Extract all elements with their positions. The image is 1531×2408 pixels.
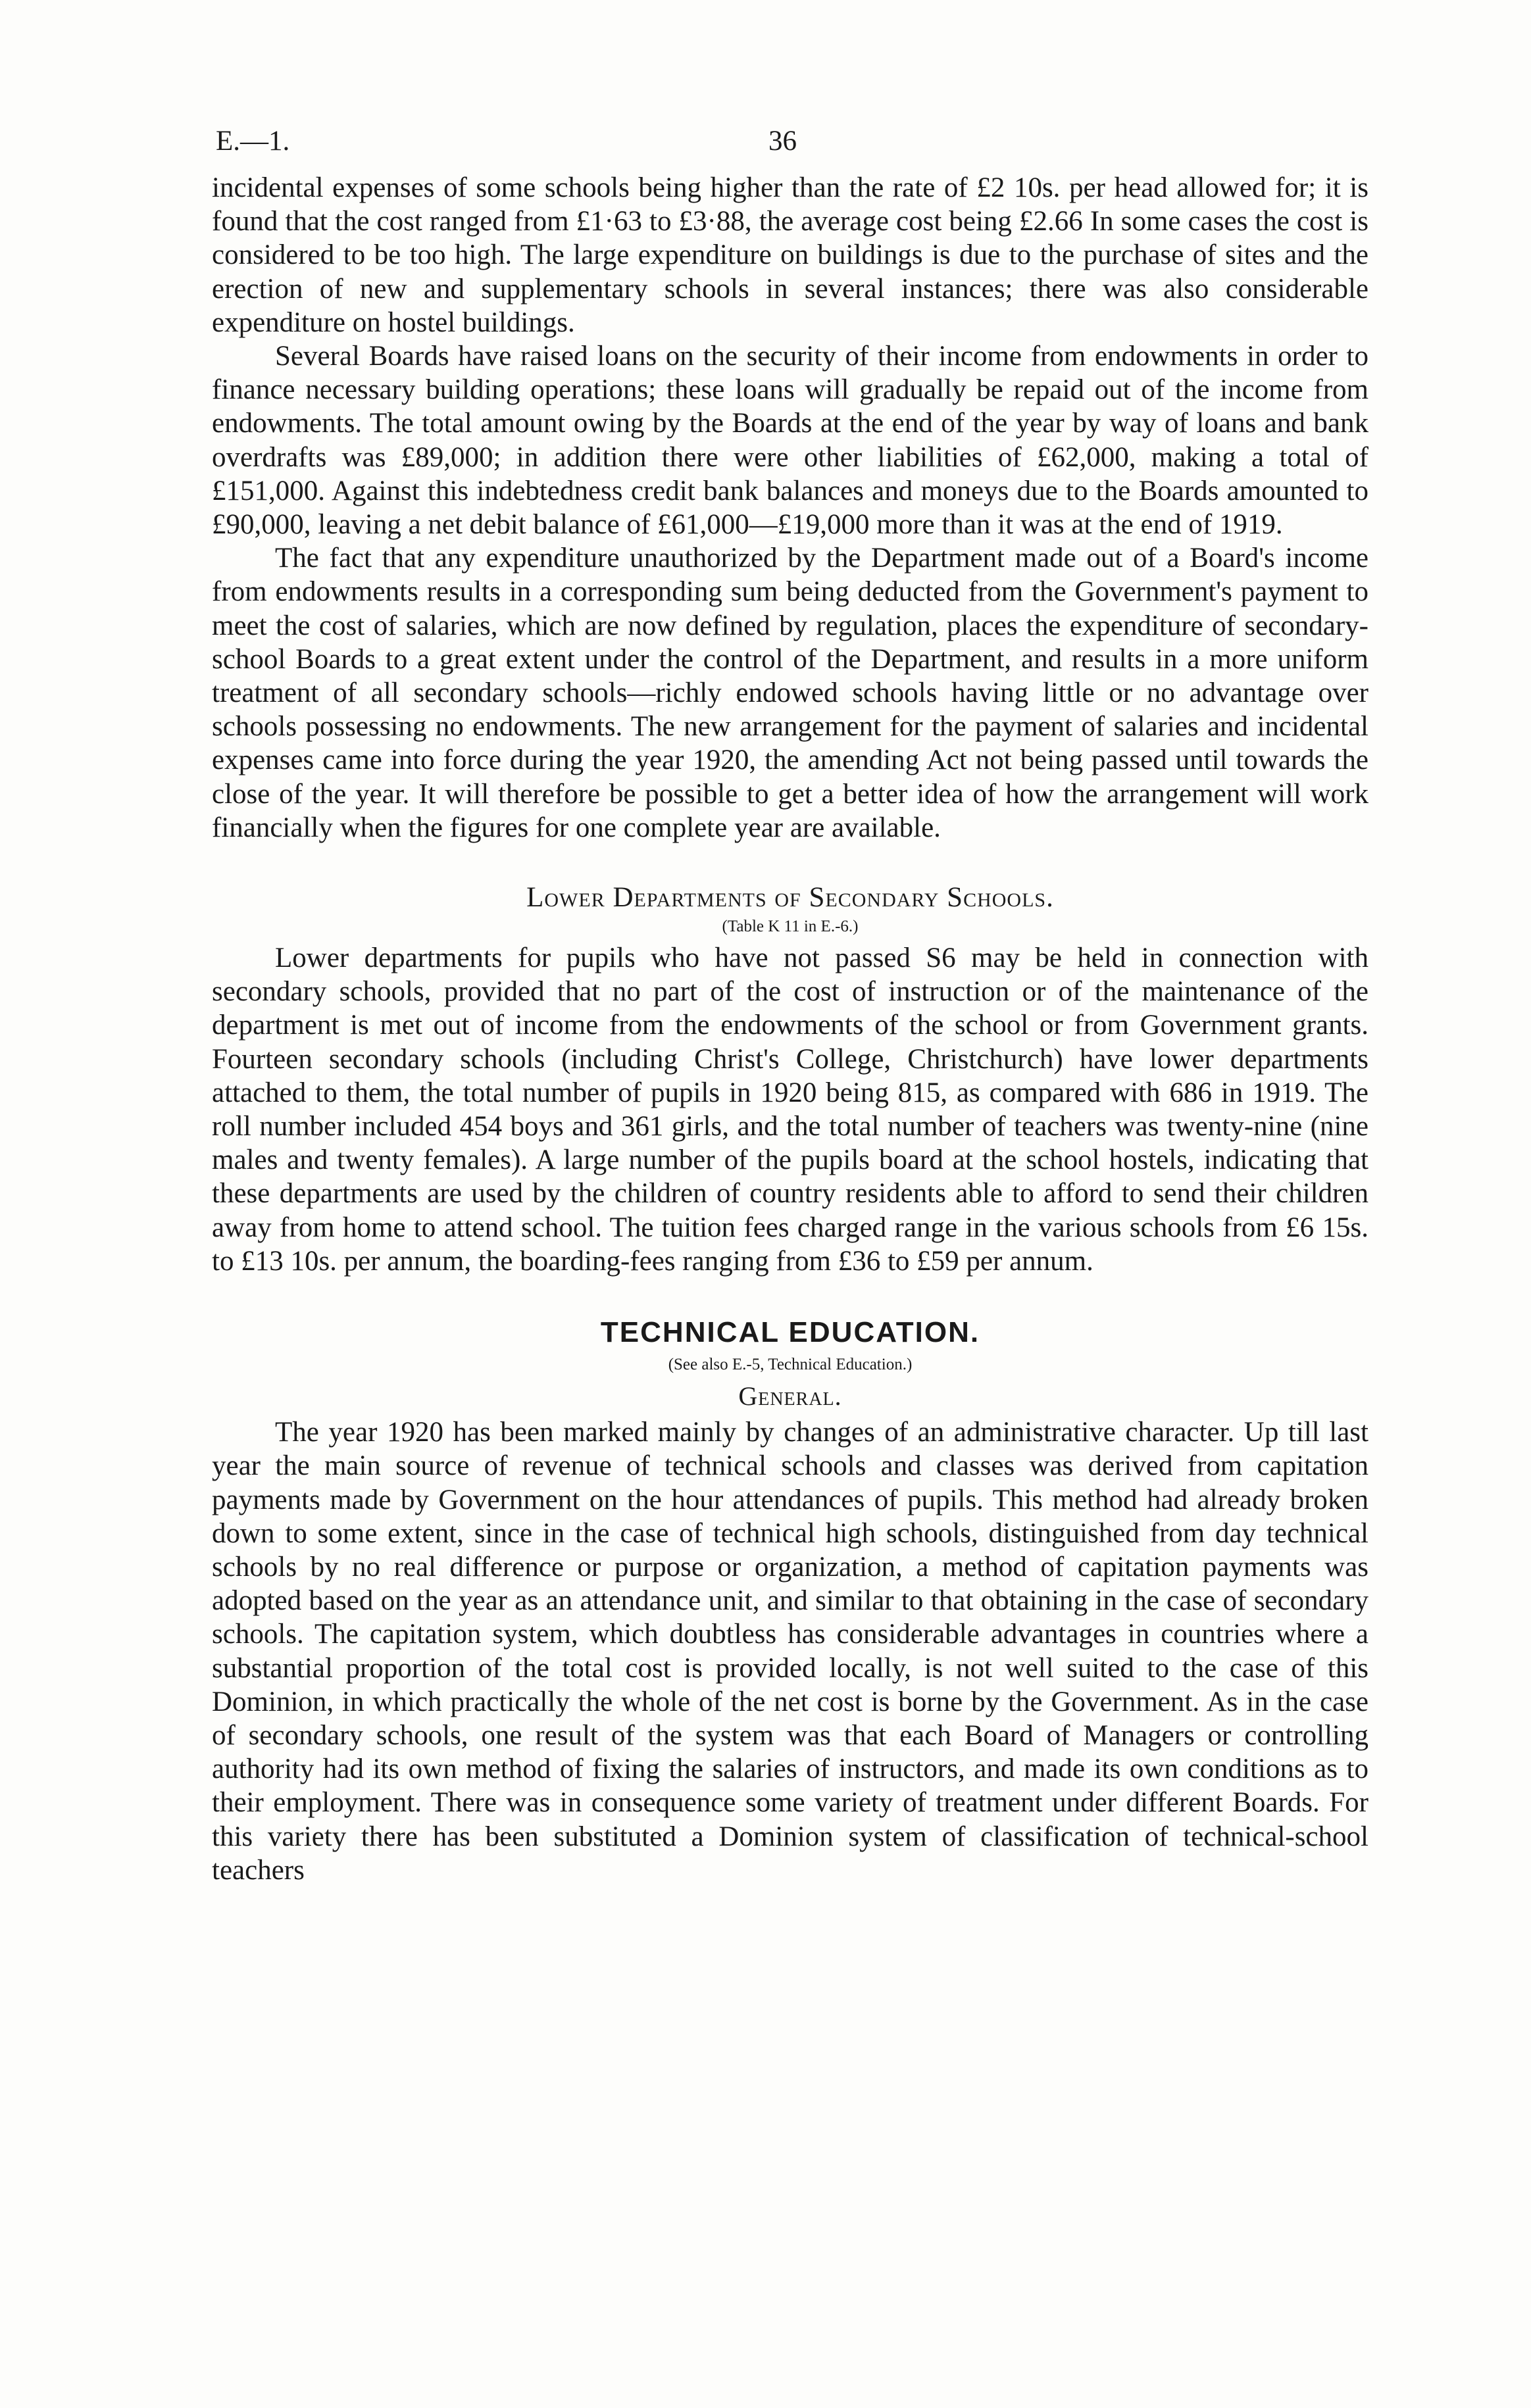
paragraph-incidental-expenses: incidental expenses of some schools being higher than the rate of £2 10s. per head allowed for; it is found that the cost ranged from £1·63 to £3·88, the average cost being £2.66 In some cases the cost is considered to be too high. The large expenditure on buildings is due to the purchase of sites and the erection of new and supplementary schools in several instances; there was also considerable expenditure on hostel buildings.: [212, 172, 1368, 338]
document-page: [212, 125, 1368, 1887]
document-reference: E.—1.: [216, 126, 290, 157]
paragraph-expenditure-control: The fact that any expenditure unauthorized by the Department made out of a Board's income from endowments results in a corresponding sum being deducted from the Government's payment to meet the cost of salaries, which are now defined by regulation, places the expenditure of secondary-school Boards to a great extent under the control of the Department, and results in a more uniform treatment of all secondary schools—richly endowed schools having little or no advantage over schools possessing no endowments. The new arrangement for the payment of salaries and incidental expenses came into force during the year 1920, the amending Act not being passed until towards the close of the year. It will therefore be possible to get a better idea of how the arrangement will work financially when the figures for one complete year are available.: [212, 543, 1368, 843]
see-also-reference: (See also E.-5, Technical Education.): [668, 1356, 913, 1374]
paragraph-technical-general: The year 1920 has been marked mainly by changes of an administrative character. Up till last year the main source of revenue of technical schools and classes was derived from capitation payments made by Government on the hour attendances of pupils. This method had already broken down to some extent, since in the case of technical high schools, distinguished from day technical schools by no real difference or purpose or organization, a method of capitation payments was adopted based on the year as an attendance unit, and similar to that obtaining in the case of secondary schools. The capitation system, which doubtless has considerable advantages in countries where a substantial proportion of the total cost is provided locally, is not well suited to the case of this Dominion, in which practically the whole of the net cost is borne by the Government. As in the case of secondary schools, one result of the system was that each Board of Managers or controlling authority had its own method of fixing the salaries of instructors, and made its own conditions as to their employment. There was in consequence some variety of treatment under different Boards. For this variety there has been substituted a Dominion system of classification of technical-school teachers: [212, 1417, 1368, 1886]
subheading-general: General.: [738, 1381, 842, 1412]
paragraph-loans: Several Boards have raised loans on the security of their income from endowments in order to finance necessary building operations; these loans will gradually be repaid out of the income from endowments. The total amount owing by the Boards at the end of the year by way of loans and bank overdrafts was £89,000; in addition there were other liabilities of £62,000, making a total of £151,000. Against this indebtedness credit bank balances and moneys due to the Boards amounted to £90,000, leaving a net debit balance of £61,000—£19,000 more than it was at the end of 1919.: [212, 341, 1368, 541]
section-heading-lower-departments: Lower Departments of Secondary Schools.: [526, 882, 1054, 914]
page-header: [212, 125, 1368, 171]
table-reference: (Table K 11 in E.-6.): [722, 918, 859, 936]
section-heading-technical-education: TECHNICAL EDUCATION.: [600, 1316, 980, 1349]
page-number: 36: [768, 126, 797, 157]
paragraph-lower-departments: Lower departments for pupils who have not passed S6 may be held in connection with secondary schools, provided that no part of the cost of instruction or of the maintenance of the department is met out of income from the endowments of the school or from Government grants. Fourteen secondary schools (including Christ's College, Christchurch) have lower departments attached to them, the total number of pupils in 1920 being 815, as compared with 686 in 1919. The roll number included 454 boys and 361 girls, and the total number of teachers was twenty-nine (nine males and twenty females). A large number of the pupils board at the school hostels, indicating that these departments are used by the children of country residents able to afford to send their children away from home to attend school. The tuition fees charged range in the various schools from £6 15s. to £13 10s. per annum, the boarding-fees ranging from £36 to £59 per annum.: [212, 943, 1368, 1277]
